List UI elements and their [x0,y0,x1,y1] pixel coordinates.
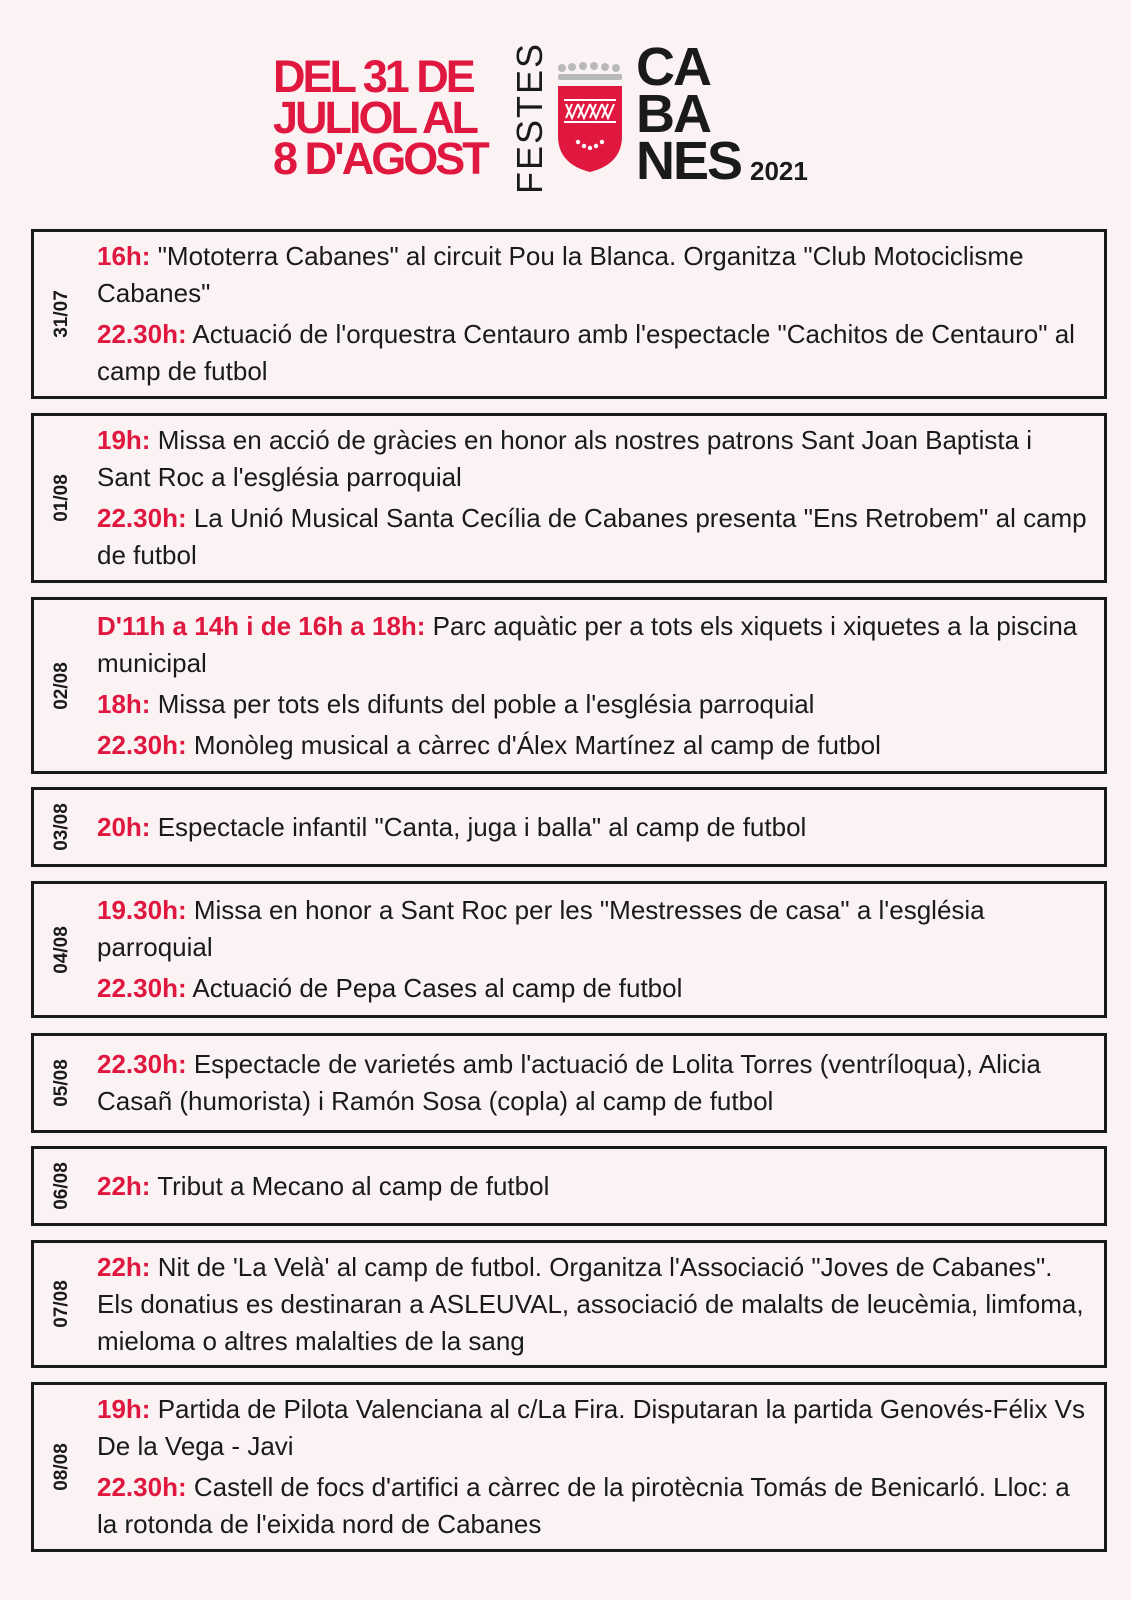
event-description: Espectacle de varietés amb l'actuació de Lolita Torres (ventríloqua), Alicia Casañ (humorista) i Ramón Sosa (copla) al camp de futbol [97,1049,1041,1116]
event-description: Missa per tots els difunts del poble a l'església parroquial [150,688,815,719]
day-date: 04/08 [51,925,72,974]
event-description: Actuació de Pepa Cases al camp de futbol [186,973,683,1003]
day-date: 08/08 [51,1443,72,1491]
day-date-label [34,1036,90,1130]
day-date-label [34,790,90,864]
day-date: 06/08 [51,1162,72,1210]
day-date-label [34,884,90,1015]
day-date: 31/07 [51,290,72,338]
dates-line-2: JULIOL AL [273,92,477,143]
event-description: Nit de 'La Velà' al camp de futbol. Organitza l'Associació "Joves de Cabanes". Els donatius es destinaran a ASLEUVAL, associació de malalts de leucèmia, limfoma, mieloma o altres malalties de la sang [97,1251,1084,1356]
festes-text: FESTES [509,41,550,194]
day-card-02-08 [31,597,1107,774]
event-list [97,790,1090,864]
event-item [97,316,1090,390]
day-date: 05/08 [51,1059,72,1107]
day-date-label [34,416,90,580]
event-description: "Mototerra Cabanes" al circuit Pou la Blanca. Organitza "Club Motociclisme Cabanes" [97,241,1024,308]
day-date: 03/08 [51,803,72,851]
event-time: 22.30h: [97,1049,187,1079]
festes-vertical-label [504,41,556,194]
town-name-line-2: BA [636,84,710,144]
event-item [97,892,1090,966]
event-list [97,884,1090,1015]
festival-dates-title [273,51,487,184]
event-description: Parc aquàtic per a tots els xiquets i xiquetes a la piscina municipal [97,610,1078,678]
town-name-line-1: CA [636,37,710,97]
event-description: Castell de focs d'artifici a càrrec de la pirotècnia Tomás de Benicarló. Lloc: a la rotonda de l'eixida nord de Cabanes [97,1472,1070,1539]
day-card-01-08 [31,413,1107,583]
event-list [97,232,1090,396]
event-description: Missa en acció de gràcies en honor als nostres patrons Sant Joan Baptista i Sant Roc a l'església parroquial [97,425,1033,492]
event-description: Actuació de l'orquestra Centauro amb l'espectacle "Cachitos de Centauro" al camp de futbol [97,319,1075,386]
festival-year: 2021 [750,156,808,186]
event-item [97,500,1090,574]
event-time: 18h: [97,688,151,719]
event-time: 22.30h: [97,503,187,533]
day-date-label [34,1149,90,1223]
event-description: La Unió Musical Santa Cecília de Cabanes presenta "Ens Retrobem" al camp de futbol [97,503,1087,570]
event-list [97,1243,1090,1365]
event-item [97,809,1090,846]
event-time: 22.30h: [97,319,187,349]
event-list [97,600,1090,771]
day-card-08-08 [31,1382,1107,1552]
event-time: 20h: [97,811,151,842]
day-date-label [34,1243,90,1365]
event-description: Tribut a Mecano al camp de futbol [150,1170,550,1201]
event-description: Espectacle infantil "Canta, juga i balla" al camp de futbol [150,811,807,842]
dates-line-3: 8 D'AGOST [273,133,487,184]
event-item [97,970,1090,1007]
day-date-label [34,600,90,771]
day-card-07-08 [31,1240,1107,1368]
event-item [97,1046,1090,1120]
event-time: 22.30h: [97,729,187,760]
event-item [97,1469,1090,1543]
event-list [97,1385,1090,1549]
day-card-06-08 [31,1146,1107,1226]
event-time: 22.30h: [97,973,187,1003]
event-list [97,1149,1090,1223]
event-item [97,686,1090,723]
event-time: 22h: [97,1170,151,1201]
day-card-04-08 [31,881,1107,1018]
event-time: 16h: [97,241,151,271]
event-item [97,1168,1090,1205]
day-card-05-08 [31,1033,1107,1133]
event-description: Missa en honor a Sant Roc per les "Mestresses de casa" a l'església parroquial [97,895,985,962]
day-date: 07/08 [51,1280,72,1328]
event-description: Partida de Pilota Valenciana al c/La Fira. Disputaran la partida Genovés-Félix Vs De la Vega - Javi [97,1394,1086,1461]
event-time: 22h: [97,1251,151,1282]
town-shield-icon [556,56,624,176]
day-date: 02/08 [51,661,72,710]
event-list [97,1036,1090,1130]
day-card-03-08 [31,787,1107,867]
day-card-31-07 [31,229,1107,399]
town-name-line-3: NES [636,131,742,191]
event-time: D'11h a 14h i de 16h a 18h: [97,610,426,641]
event-time: 19h: [97,425,151,455]
dates-line-1: DEL 31 DE [273,51,473,102]
event-item [97,422,1090,496]
page-header [0,0,1131,210]
event-item [97,727,1090,764]
day-date-label [34,1385,90,1549]
event-item [97,1391,1090,1465]
event-item [97,1249,1090,1360]
event-time: 19.30h: [97,895,187,925]
day-date: 01/08 [51,474,72,522]
event-item [97,608,1090,682]
event-list [97,416,1090,580]
town-name [636,37,742,191]
day-date-label [34,232,90,396]
event-time: 19h: [97,1394,151,1424]
event-time: 22.30h: [97,1472,187,1502]
event-description: Monòleg musical a càrrec d'Álex Martínez al camp de futbol [186,729,881,760]
event-item [97,238,1090,312]
